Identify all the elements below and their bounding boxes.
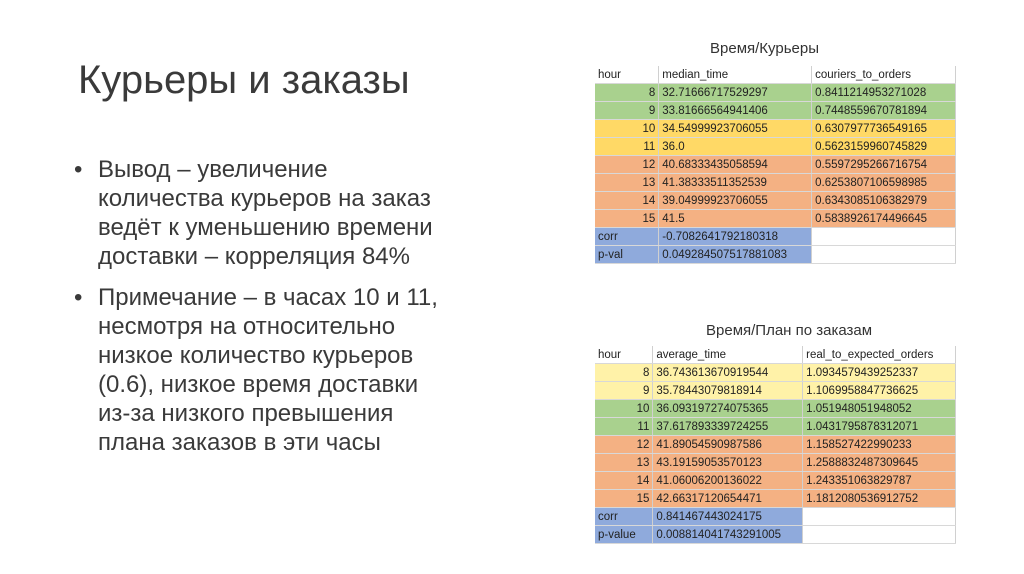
cell-hour: 8 — [595, 84, 659, 102]
cell-ratio: 0.8411214953271028 — [812, 84, 956, 102]
cell-hour: 13 — [595, 174, 659, 192]
cell-time: 41.5 — [659, 210, 812, 228]
cell-ratio: 1.1812080536912752 — [803, 490, 956, 508]
cell-time: 41.38333511352539 — [659, 174, 812, 192]
stat-value: -0.7082641792180318 — [659, 228, 812, 246]
cell-ratio: 0.5597295266716754 — [812, 156, 956, 174]
cell-ratio: 0.6343085106382979 — [812, 192, 956, 210]
table-row — [595, 120, 956, 138]
table-row — [595, 174, 956, 192]
cell-ratio: 0.7448559670781894 — [812, 102, 956, 120]
cell-time: 36.093197274075365 — [653, 400, 803, 418]
table-row — [595, 472, 956, 490]
cell-time: 35.78443079818914 — [653, 382, 803, 400]
stat-row — [595, 508, 956, 526]
cell-time: 43.19159053570123 — [653, 454, 803, 472]
stat-value: 0.841467443024175 — [653, 508, 803, 526]
bullet-marker: • — [74, 156, 83, 183]
stat-value: 0.008814041743291005 — [653, 526, 803, 544]
cell-hour: 15 — [595, 210, 659, 228]
stat-label: corr — [595, 228, 659, 246]
stat-label: corr — [595, 508, 653, 526]
cell-time: 34.54999923706055 — [659, 120, 812, 138]
table1-caption: Время/Курьеры — [710, 40, 819, 57]
cell-hour: 15 — [595, 490, 653, 508]
cell-ratio: 1.0431795878312071 — [803, 418, 956, 436]
table-row — [595, 210, 956, 228]
stat-empty — [812, 246, 956, 264]
bullet-list — [72, 155, 512, 469]
column-header: real_to_expected_orders — [803, 346, 956, 364]
cell-ratio: 1.051948051948052 — [803, 400, 956, 418]
stat-empty — [803, 526, 956, 544]
table2-caption: Время/План по заказам — [706, 322, 873, 339]
stat-label: p-val — [595, 246, 659, 264]
cell-ratio: 1.2588832487309645 — [803, 454, 956, 472]
cell-time: 41.06006200136022 — [653, 472, 803, 490]
cell-hour: 9 — [595, 102, 659, 120]
table-row — [595, 382, 956, 400]
stat-row — [595, 526, 956, 544]
slide-title: Курьеры и заказы — [78, 58, 410, 102]
cell-time: 32.71666717529297 — [659, 84, 812, 102]
table-row — [595, 454, 956, 472]
cell-hour: 14 — [595, 192, 659, 210]
cell-ratio: 0.5838926174496645 — [812, 210, 956, 228]
cell-hour: 11 — [595, 138, 659, 156]
cell-hour: 8 — [595, 364, 653, 382]
table-row — [595, 192, 956, 210]
column-header: hour — [595, 66, 659, 84]
cell-ratio: 0.6307977736549165 — [812, 120, 956, 138]
bullet-text-note: Примечание – в часах 10 и 11, несмотря на относительно низкое количество курьеров (0.6), низкое время доставки из-за низкого превышения плана заказов в эти часы — [98, 284, 438, 456]
stat-row — [595, 246, 956, 264]
column-header: couriers_to_orders — [812, 66, 956, 84]
cell-ratio: 1.1069958847736625 — [803, 382, 956, 400]
table-row — [595, 364, 956, 382]
table-header-row — [595, 346, 956, 364]
stat-row — [595, 228, 956, 246]
cell-hour: 10 — [595, 120, 659, 138]
bullet-conclusion — [72, 155, 512, 271]
cell-time: 39.04999923706055 — [659, 192, 812, 210]
cell-ratio: 1.158527422990233 — [803, 436, 956, 454]
table-row — [595, 156, 956, 174]
cell-hour: 12 — [595, 436, 653, 454]
cell-hour: 12 — [595, 156, 659, 174]
table-header-row — [595, 66, 956, 84]
cell-time: 41.89054590987586 — [653, 436, 803, 454]
table-row — [595, 418, 956, 436]
cell-time: 36.0 — [659, 138, 812, 156]
column-header: hour — [595, 346, 653, 364]
table-row — [595, 138, 956, 156]
column-header: average_time — [653, 346, 803, 364]
cell-hour: 11 — [595, 418, 653, 436]
cell-time: 36.743613670919544 — [653, 364, 803, 382]
bullet-text-conclusion: Вывод – увеличение количества курьеров на заказ ведёт к уменьшению времени доставки – корреляция 84% — [98, 156, 433, 270]
table1-couriers — [595, 66, 956, 264]
table-row — [595, 102, 956, 120]
table-row — [595, 400, 956, 418]
table-row — [595, 490, 956, 508]
cell-time: 40.68333435058594 — [659, 156, 812, 174]
bullet-note — [72, 283, 512, 457]
cell-hour: 10 — [595, 400, 653, 418]
cell-hour: 14 — [595, 472, 653, 490]
cell-ratio: 0.6253807106598985 — [812, 174, 956, 192]
stat-label: p-value — [595, 526, 653, 544]
table-row — [595, 84, 956, 102]
table2-orders-plan — [595, 346, 956, 544]
cell-time: 37.617893339724255 — [653, 418, 803, 436]
table-row — [595, 436, 956, 454]
cell-hour: 9 — [595, 382, 653, 400]
stat-empty — [803, 508, 956, 526]
cell-ratio: 0.5623159960745829 — [812, 138, 956, 156]
stat-empty — [812, 228, 956, 246]
cell-ratio: 1.0934579439252337 — [803, 364, 956, 382]
column-header: median_time — [659, 66, 812, 84]
stat-value: 0.049284507517881083 — [659, 246, 812, 264]
cell-time: 42.66317120654471 — [653, 490, 803, 508]
cell-time: 33.81666564941406 — [659, 102, 812, 120]
cell-hour: 13 — [595, 454, 653, 472]
bullet-marker: • — [74, 284, 83, 311]
cell-ratio: 1.243351063829787 — [803, 472, 956, 490]
